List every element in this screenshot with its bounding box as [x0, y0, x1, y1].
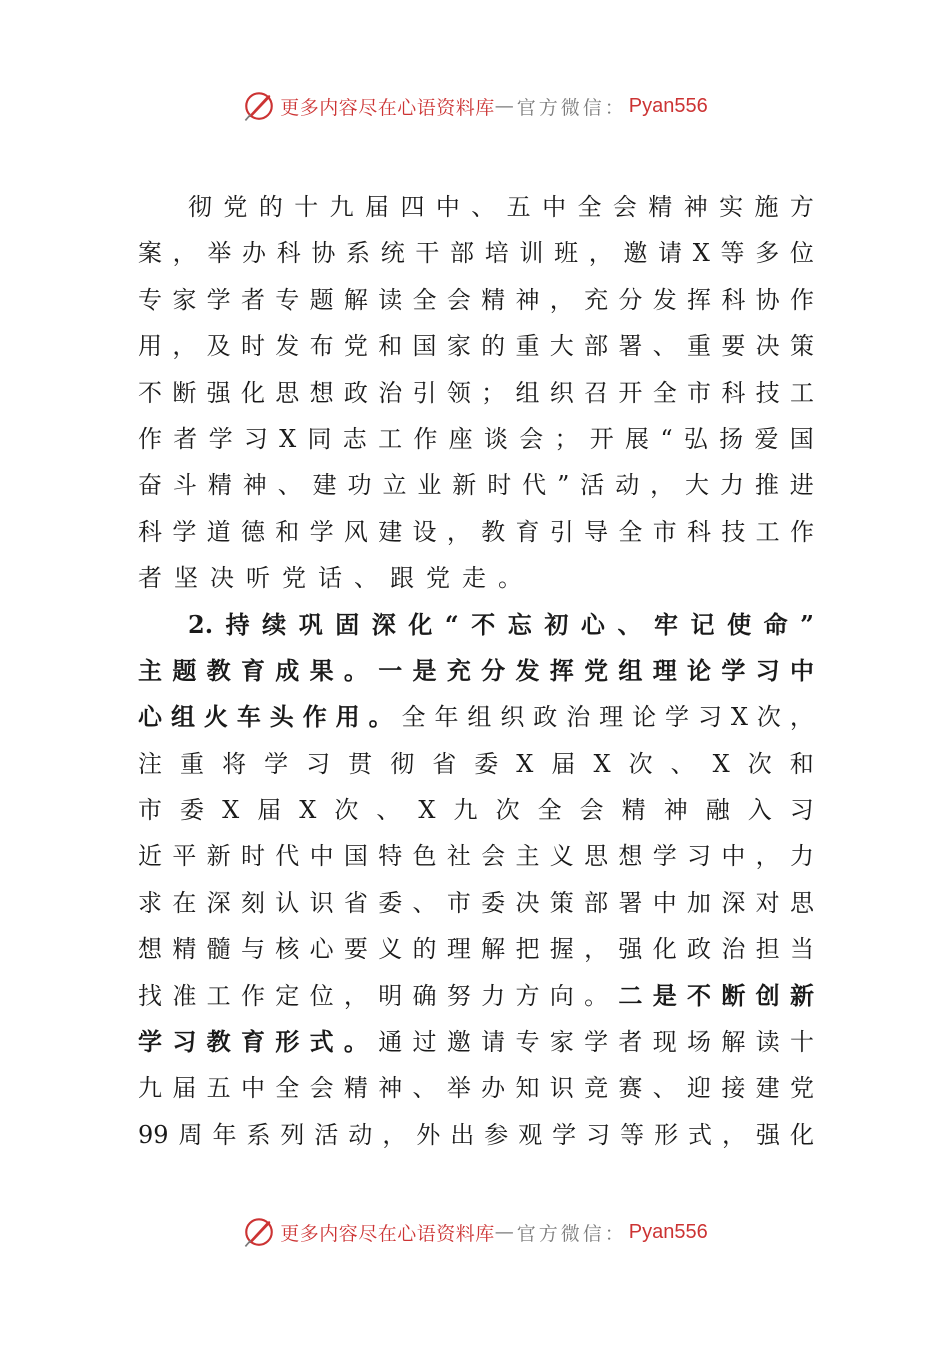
body-line: 用 ， 及 时 发 布 党 和 国 家 的 重 大 部 署 、 重 要 决 策: [138, 332, 814, 361]
body-line: 心 组 火 车 头 作 用 。 全 年 组 织 政 治 理 论 学 习 X 次 ，: [138, 702, 814, 732]
body-line: 2. 持 续 巩 固 深 化 “ 不 忘 初 心 、 牢 记 使 命 ”: [188, 609, 814, 639]
body-line: 专 家 学 者 专 题 解 读 全 会 精 神 ， 充 分 发 挥 科 协 作: [138, 285, 814, 314]
header-banner: [0, 86, 950, 126]
body-line: 作 者 学 习 X 同 志 工 作 座 谈 会 ； 开 展 “ 弘 扬 爱 国: [138, 424, 814, 453]
quill-logo-icon: [242, 89, 276, 123]
body-line: 想 精 髓 与 核 心 要 义 的 理 解 把 握 ， 强 化 政 治 担 当: [138, 935, 814, 964]
footer-official-text: 官方微信：: [516, 1222, 627, 1245]
header-separator: —: [494, 95, 517, 117]
footer-wechat-id: Pyan556: [628, 1220, 708, 1243]
body-line: 注 重 将 学 习 贯 彻 省 委 X 届 X 次 、 X 次 和: [138, 749, 814, 778]
footer-banner: [0, 1212, 950, 1252]
body-line: 近 平 新 时 代 中 国 特 色 社 会 主 义 思 想 学 习 中 ， 力: [138, 842, 814, 871]
body-line: 科 学 道 德 和 学 风 建 设 ， 教 育 引 导 全 市 科 技 工 作: [138, 517, 814, 546]
body-line: 99 周 年 系 列 活 动 ， 外 出 参 观 学 习 等 形 式 ， 强 化: [138, 1120, 814, 1149]
body-line: 学 习 教 育 形 式 。 通 过 邀 请 专 家 学 者 现 场 解 读 十: [138, 1027, 814, 1057]
body-line: 彻 党 的 十 九 届 四 中 、 五 中 全 会 精 神 实 施 方: [188, 193, 814, 221]
body-line: 找 准 工 作 定 位 ， 明 确 努 力 方 向 。 二 是 不 断 创 新: [138, 980, 814, 1010]
footer-brand-text: 更多内容尽在心语资料库: [280, 1222, 495, 1245]
body-line: 奋 斗 精 神 、 建 功 立 业 新 时 代 ” 活 动 ， 大 力 推 进: [138, 471, 814, 500]
quill-logo-icon: [242, 1215, 276, 1249]
body-line: 不 断 强 化 思 想 政 治 引 领 ； 组 织 召 开 全 市 科 技 工: [138, 378, 814, 407]
body-line: 主 题 教 育 成 果 。 一 是 充 分 发 挥 党 组 理 论 学 习 中: [138, 655, 814, 685]
header-wechat-id: Pyan556: [628, 94, 708, 117]
body-line: 者 坚 决 听 党 话 、 跟 党 走 。: [138, 564, 534, 593]
body-line: 市 委 X 届 X 次 、 X 九 次 全 会 精 神 融 入 习: [138, 796, 814, 825]
header-official-text: 官方微信：: [516, 96, 627, 119]
header-brand-text: 更多内容尽在心语资料库: [280, 96, 495, 119]
body-line: 九 届 五 中 全 会 精 神 、 举 办 知 识 竞 赛 、 迎 接 建 党: [138, 1074, 814, 1103]
footer-separator: —: [494, 1221, 517, 1243]
body-line: 案 ， 举 办 科 协 系 统 干 部 培 训 班 ， 邀 请 X 等 多 位: [138, 239, 814, 268]
body-line: 求 在 深 刻 认 识 省 委 、 市 委 决 策 部 署 中 加 深 对 思: [138, 888, 814, 917]
document-body: [138, 184, 814, 1158]
